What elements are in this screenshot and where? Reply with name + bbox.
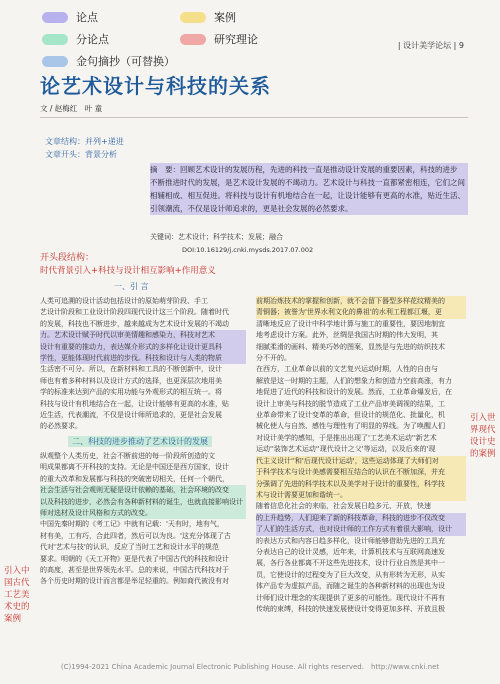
text-line: 艺设计阶段和工业设计阶段四现代设计这三个阶段。随着时代: [40, 308, 229, 317]
abstract: [150, 163, 468, 215]
legend-item-argument: [42, 10, 98, 24]
text-line: 计师们设计理念的实现提供了更多的可能性。现代设计不再有: [256, 593, 445, 602]
abstract-line: 引领潮流，不仅是设计师追求的，更是社会发展的必然要求。: [150, 202, 468, 215]
text-line: 随着信息化社会的来临，社会发展日趋多元、开放，快速: [256, 502, 431, 511]
text-line: 细腻柔滑的画料、精美巧妙的图案，显然是与先进的纺织技术: [256, 342, 445, 351]
text-line: 科技与设计有机地结合在一起，让设计能够有更高的水准，贴: [40, 399, 229, 408]
text-line: 的必然要求。: [40, 422, 82, 431]
text-line: 师对选材及设计风格和方式的改变。: [40, 508, 246, 519]
text-line: 学的标准来达到产品的实用功能与外观形式的相互统一。将: [40, 388, 222, 397]
text-line: 师也有着多种材料以及设计方式的选择，也更深层次地用美: [40, 376, 222, 385]
text-line: 在西方，工业革命以前的文艺复兴运动时期，人性的自由与: [256, 365, 438, 374]
legend-swatch: [42, 56, 68, 67]
text-line: 的发展，科技也不断进步，越来越成为艺术设计发展的不竭动: [40, 319, 229, 328]
text-line: 械化使人与自然、感性与理性有了明显的界线。为了唤醒人们: [256, 422, 445, 431]
section-intro-heading: 一、引 言: [114, 282, 149, 291]
copyright-footer: (C)1994-2021 China Academic Journal Electronic Publishing House. All rights reserved. http://www.cnki.net: [60, 663, 440, 671]
text-line: 中国先秦时期的《考工记》中就有记载：'天有时，地有气，: [40, 520, 224, 529]
text-line: 代对'艺术与技'的认识，反应了当时工艺和设计水平的规范: [40, 543, 219, 552]
ancient-case-annotation: 引入中国古代工艺美术史的案例: [4, 566, 30, 624]
text-line: 材有美，工有巧，合此四者，然后可以为良。'这充分体现了古: [40, 531, 231, 540]
text-line: 学性，更能体现时代前进的步伐。科技和设计与人类的物质: [40, 353, 246, 364]
abstract-line: 摘 要：回顾艺术设计的发展历程，先进的科技一直是推动设计发展的重要因素，科技的进步: [150, 163, 468, 176]
text-line: 纵观整个人类历史，社会不断前进的每一阶段所创造的文: [40, 452, 215, 460]
text-line: 设计上审美与科技的脱节造成了工业产品审美调视的结果，工: [256, 399, 445, 408]
legend-swatch: [180, 34, 206, 45]
text-line: 近生活，代表潮流，不仅是设计师所追求的，更是社会发展: [40, 411, 222, 420]
text-line: 术与设计需要更加和谐统一。: [256, 490, 466, 501]
text-line: 青铜器；被誉为'世界水利文化的鼻祖'的水利工程都江堰，更: [256, 307, 466, 318]
abstract-line: 不断推进时代的发展，是艺术设计发展的不竭动力。艺术设计与科技一直都紧密相连，它们之间: [150, 176, 468, 189]
structure-annotation: 文章结构：并列+递进: [45, 137, 124, 146]
text-line: 设计有重要的推动力，表达媒介形式的多样化让设计更具科: [40, 342, 246, 353]
article-authors: 文 / 赵梅红 叶 童: [40, 104, 103, 113]
legend-item-sub-argument: [42, 32, 109, 46]
text-line: 地考虑设计方案。此外，丝绸是我国古时期的伟大发明，其: [256, 331, 438, 340]
text-line: 了人们的生活方式，也对设计师的工作方式有着很大影响，设计: [256, 524, 466, 535]
title-divider: [40, 117, 468, 118]
text-line: 的高度，甚至是世界领先水平。总的来说，中国古代科技对于: [40, 566, 229, 575]
text-line: 业革命带来了设计变革的革命，但设计的规范化、批量化，机: [256, 411, 445, 420]
legend-label: 分论点: [76, 33, 109, 46]
legend-item-quote: [42, 54, 175, 68]
article-title: 论艺术设计与科技的关系: [40, 74, 271, 98]
text-line: 明成果都离不开科技的支持。无论是中国还是西方国家，设计: [40, 463, 229, 472]
text-line: 对设计美学的感知，于是推出出现了'工艺美术运动''新艺术: [256, 433, 437, 442]
legend-label: 研究理论: [214, 33, 258, 46]
opening-structure-note: 时代背景引入+科技与设计相互影响+作用意义: [40, 266, 216, 276]
text-line: 人类可追溯的设计活动包括设计的原始萌芽阶段、手工: [40, 297, 208, 305]
text-line: 分强调了先进的科学技术以及美学对于设计的重要性，科学技: [256, 479, 466, 490]
legend-label: 论点: [76, 11, 98, 24]
text-line: 员，它使设计的过程变为了巨大改变，从有形转为无形，从实: [256, 570, 445, 579]
text-line: 解放是这一时期的主题，人们的想象力和创造力空前高涨，有力: [256, 376, 452, 385]
section-2-heading: 二、科技的进步推动了艺术设计的发展: [68, 436, 212, 447]
text-line: 前期冶炼技术的掌握和创新，就不会留下器型多样花纹精美的: [256, 296, 466, 307]
text-line: 社会生活与社会观则无疑是设计依赖的基础，社会环境的改变: [40, 485, 246, 496]
legend-item-case: [180, 10, 236, 24]
text-line: 体产品专为虚拟产品，而随之诞生的各种新材料的出现也为设: [256, 582, 445, 591]
opening-annotation: 文章开头：背景分析: [45, 150, 117, 159]
text-line: 展，各行各业都离不开这些先进技术，设计行业自然是其中一: [256, 559, 445, 568]
text-line: 以及科技的进步，必然会有各种新材料的诞生，也就直接影响设计: [40, 497, 246, 508]
text-line: 分表达自己的设计灵感，近年来，计算机技术与互联网高速发: [256, 547, 445, 556]
text-line: 代主义设计''和'后现代设计运动'，这些运动体现了大师们对: [256, 456, 466, 467]
text-line: 生活密不可分。所以，在新材料和工具的不断创新中，设计: [40, 365, 222, 374]
text-line: 传统的束缚，科技的快速发展使设计变得更加多样、开放且极: [256, 604, 445, 613]
opening-structure-title: 开头段结构：: [40, 253, 95, 263]
text-line: 地促进了近代的科技和设计的发展。然而，工业革命爆发后，在: [256, 388, 452, 397]
text-line: 力。艺术设计赋予时代以审美情趣和感染力，科技对艺术: [40, 330, 246, 341]
legend-swatch: [42, 12, 68, 23]
left-column-body: [40, 451, 246, 588]
western-case-annotation: 引入世界现代设计史的案例: [470, 413, 496, 459]
legend-item-theory: [180, 32, 258, 46]
legend-label: 案例: [214, 11, 236, 24]
text-line: 运动''装饰艺术运动''现代设计之父'等运动，以及后来的'现: [256, 445, 436, 454]
text-line: 于科学技术与设计美感需要相互结合的认识在不断加深，并充: [256, 467, 466, 478]
legend-label: 金句摘抄（可替换）: [76, 55, 175, 68]
text-line: 要求。明朝的《天工开物》更是代表了中国古代的科技和设计: [40, 554, 229, 563]
text-line: 的重大改革和发展都与科技的突破密切相关，任何一个朝代，: [40, 474, 229, 483]
doi: DOI:10.16129/j.cnki.mysds.2017.07.002: [182, 246, 314, 254]
keywords: 关键词：艺术设计；科学技术；发展；融合: [150, 233, 283, 241]
text-line: 的上升趋势，人们迎来了新的科技革命，科技的进步不仅改变: [256, 513, 466, 524]
journal-header: | 设计美学论坛 | 9: [397, 41, 464, 50]
text-line: 的表达方式和内容日趋多样化，设计师能够借助先进的工具充: [256, 536, 445, 545]
right-column-body: [256, 296, 466, 615]
text-line: 分不开的。: [256, 354, 291, 363]
legend-swatch: [180, 12, 206, 23]
text-line: 清晰地反应了设计中科学地计算与施工的重要性，要因地制宜: [256, 319, 445, 328]
left-column-intro: [40, 296, 246, 433]
text-line: 各个历史时期的设计而言都是举足轻重的。例如商代被没有对: [40, 577, 229, 586]
legend-swatch: [42, 34, 68, 45]
abstract-line: 相辅相成、相互促进。将科技与设计有机地结合在一起，让设计能够有更高的水准，贴近生活、: [150, 189, 468, 202]
